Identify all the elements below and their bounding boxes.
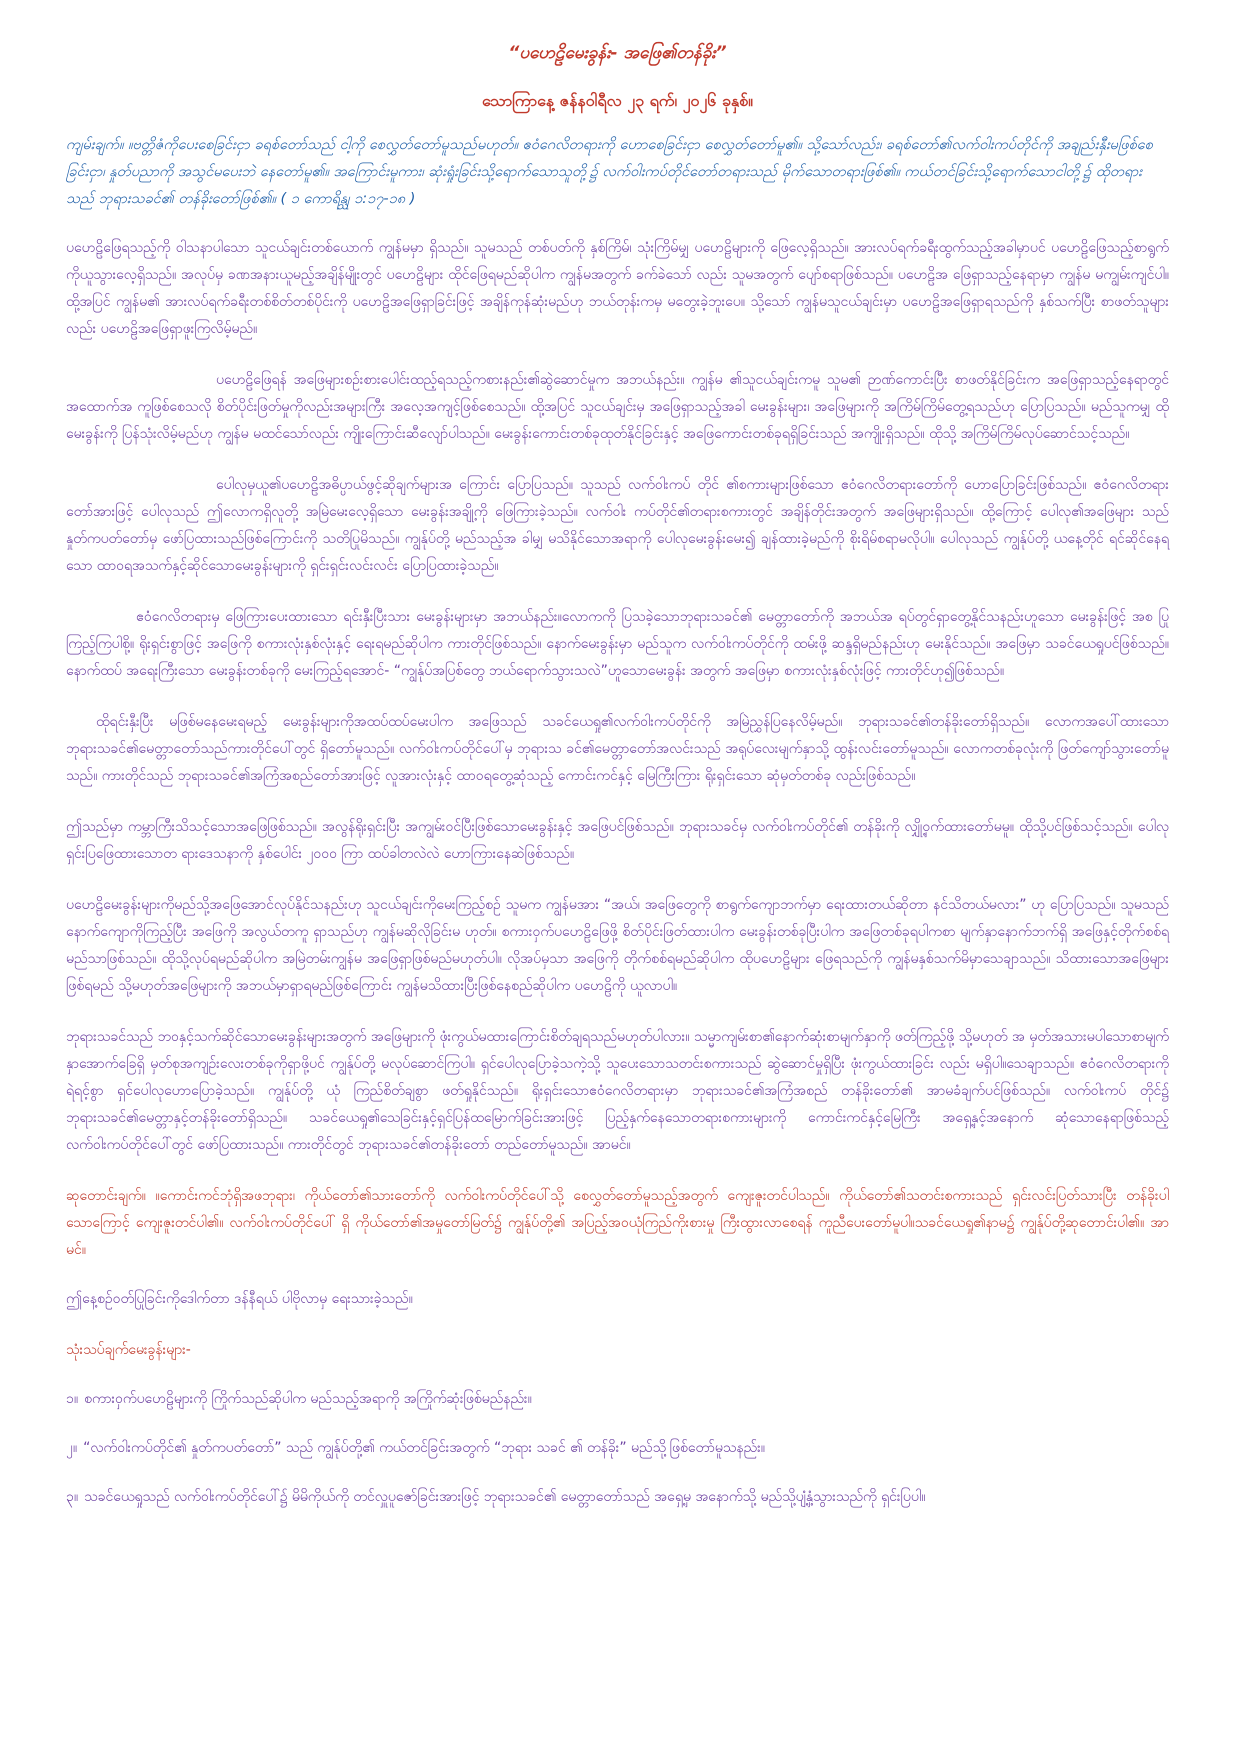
paragraph-8: ဘုရားသခင်သည် ဘဝနှင့်သက်ဆိုင်သောမေးခွန်းများအတွက် အဖြေများကို ဖုံးကွယ်မထားကြောင်းစိတ်ချရသည်မဟုတ်ပါလား။ သမ္မာကျမ်းစာ၏နောက်ဆုံးစာမျက်နှာကို ဖတ်ကြည့်ဖို့ သို့မဟုတ် အ မှတ်အသားမပါသောစာမျက် နှာအောက်ခြေရှိ မှတ်စုအကျဉ်းလေးတစ်ခုကိုရှာဖို့ပင် ကျွန်ုပ်တို့ မလုပ်ဆောင်ကြပါ။ ရှင်ပေါလုပြောခဲ့သကဲ့သို့ သူပေးသောသတင်းစကားသည် ဆွဲဆောင်မှုရှိပြီး ဖုံးကွယ်ထားခြင်း လည်း မရှိပါ။သေချာသည်။ ဧဝံဂေလိတရားကို ရဲရင့်စွာ ရှင်ပေါလုဟောပြောခဲ့သည်။ ကျွန်ုပ်တို့ ယုံ ကြည်စိတ်ချစွာ ဖတ်ရှုနိုင်သည်။ ရိုးရှင်းသောဧဝံဂေလိတရားမှာ ဘုရားသခင်၏အကြံအစည် တန်ခိုးတော်၏ အာမခံချက်ပင်ဖြစ်သည်။ လက်ဝါးကပ် တိုင်၌ ဘုရားသခင်၏မေတ္တာနှင့်တန်ခိုးတော်ရှိသည်။ သခင်ယေရှု၏သေခြင်းနှင့်ရှင်ပြန်ထမြောက်ခြင်းအားဖြင့် ပြည့်နှက်နေသောတရားစကားများကို ကောင်းကင်နှင့်မြေကြီး အရှေ့နှင့်အနောက် ဆုံသောနေရာဖြစ်သည့် လက်ဝါးကပ်တိုင်ပေါ်တွင် ဖော်ပြထားသည်။ ကားတိုင်တွင် ဘုရားသခင်၏တန်ခိုးတော် တည်တော်မူသည်။ အာမင်။ [66,1029,1169,1153]
paragraph-6: ဤသည်မှာ ကမ္ဘာကြီးသိသင့်သောအဖြေဖြစ်သည်။ အလွန်ရိုးရှင်းပြီး အကျွမ်းဝင်ပြီးဖြစ်သောမေးခွန်းနှင့် အဖြေပင်ဖြစ်သည်။ ဘုရားသခင်မှ လက်ဝါးကပ်တိုင်၏ တန်ခိုးကို လျှို့ဝှက်ထားတော်မမူ။ ထိုသို့ပင်ဖြစ်သင့်သည်။ ပေါလု ရှင်းပြဖြေထားသောတ ရားဒေသနာကို နှစ်ပေါင်း ၂၀၀၀ ကြာ ထပ်ခါတလဲလဲ ဟောကြားနေဆဲဖြစ်သည်။ [66,819,1169,862]
question-number: ၂။ [66,1440,78,1456]
question-text: စကားဝှက်ပဟေဠိများကို ကြိုက်သည်ဆိုပါက မည်သည့်အရာကို အကြိုက်ဆုံးဖြစ်မည်နည်း။ [84,1391,532,1407]
paragraph-3: ပေါလုမှယူ၏ပဟေဠိအဓိပ္ပာယ်ဖွင့်ဆိုချက်များအ ကြောင်း ပြောပြသည်။ သူသည် လက်ဝါးကပ် တိုင် ၏စကားများဖြစ်သော ဧဝံဂေလိတရားတော်ကို ဟောပြောခြင်းဖြစ်သည်။ ဧဝံဂေလိတရားတော်အားဖြင့် ပေါလုသည် ဤလောကရှိလူတို့ အမြဲမေးလေ့ရှိသော မေးခွန်းအချို့ကို ဖြေကြားခဲ့သည်။ လက်ဝါး ကပ်တိုင်၏တရားစကားတွင် အချိန်တိုင်းအတွက် အဖြေများရှိသည်။ ထို့ကြောင့် ပေါလု၏အဖြေများ သည် နှုတ်ကပတ်တော်မှ ဖော်ပြထားသည်ဖြစ်ကြောင်းကို သတိပြုမိသည်။ ကျွန်ုပ်တို့ မည်သည့်အ ခါမျှ မသိနိုင်သောအရာကို ပေါလုမေးခွန်းမေး၍ ချန်ထားခဲ့မည်ကို စိုးရိမ်စရာမလိုပါ။ ပေါလုသည် ကျွန်ုပ်တို့ ယနေ့တိုင် ရင်ဆိုင်နေရသော ထာဝရအသက်နှင့်ဆိုင်သောမေးခွန်းများကို ရှင်းရှင်းလင်းလင်း ပြောပြထားခဲ့သည်။ [66,477,1169,574]
questions-heading: သုံးသပ်ချက်မေးခွန်းများ- [66,1342,191,1358]
paragraph-2: ပဟေဠိဖြေရန် အဖြေများစဉ်းစားပေါင်းထည့်ရသည့်ကစားနည်း၏ဆွဲဆောင်မှုက အဘယ်နည်း။ ကျွန်မ ၏သူငယ်ချင်းကမူ သူမ၏ ဉာဏ်ကောင်းပြီး စာဖတ်နိုင်ခြင်းက အဖြေရှာသည့်နေရာတွင် အထောက်အ ကူဖြစ်စေသလို စိတ်ပိုင်းဖြတ်မှုကိုလည်းအများကြီး အလေ့အကျင့်ဖြစ်စေသည်။ ထို့အပြင် သူငယ်ချင်းမှ အဖြေရှာသည့်အခါ မေးခွန်းများ၊ အဖြေများကို အကြိမ်ကြိမ်တွေ့ရသည်ဟု ပြောပြသည်။ မည်သူကမျှ ထိုမေးခွန်းကို ပြန်သုံးလိမ့်မည်ဟု ကျွန်မ မထင်သော်လည်း ကျိုးကြောင်းဆီလျော်ပါသည်။ မေးခွန်းကောင်းတစ်ခုထုတ်နိုင်ခြင်းနှင့် အဖြေကောင်းတစ်ခုရရှိခြင်းသည် အကျိုးရှိသည်။ ထိုသို့ အကြိမ်ကြိမ်လုပ်ဆောင်သင့်သည်။ [66,372,1169,442]
document-date: သောကြာနေ့ ဇန်နဝါရီလ ၂၃ ရက်၊ ၂၀၂၆ ခုနှစ်။ [482,91,753,110]
question-text: “လက်ဝါးကပ်တိုင်၏ နှုတ်ကပတ်တော်” သည် ကျွန်ုပ်တို့၏ ကယ်တင်ခြင်းအတွက် “ဘုရား သခင် ၏ တန်ခိုး” မည်သို့ဖြစ်တော်မူသနည်း။ [83,1440,765,1456]
document-title: “ပဟေဠိမေးခွန်း- အဖြေ၏တန်ခိုး” [508,43,727,63]
question-number: ၃။ [66,1489,79,1505]
paragraph-7: ပဟေဠိမေးခွန်းများကိုမည်သို့အဖြေအောင်လုပ်နိုင်သနည်းဟု သူငယ်ချင်းကိုမေးကြည့်စဉ် သူမက ကျွန်မအား “အယ်၊ အဖြေတွေကို စာရွက်ကျောဘက်မှာ ရေးထားတယ်ဆိုတာ နင်သိတယ်မလား” ဟု ပြောပြသည်။ သူမသည် နောက်ကျောကိုကြည့်ပြီး အဖြေကို အလွယ်တကူ ရှာသည်ဟု ကျွန်မဆိုလိုခြင်းမ ဟုတ်။ စကားဝှက်ပဟေဠိဖြေဖို့ စိတ်ပိုင်းဖြတ်ထားပါက မေးခွန်းတစ်ခုပြီးပါက အဖြေတစ်ခုရပါကစာ မျက်နှာနောက်ဘက်ရှိ အဖြေနှင့်တိုက်စစ်ရမည်သာဖြစ်သည်။ ထိုသို့လုပ်ရမည်ဆိုပါက အမြဲတမ်းကျွန်မ အဖြေရှာဖြစ်မည်မဟုတ်ပါ။ လိုအပ်မှသာ အဖြေကို တိုက်စစ်ရမည်ဆိုပါက ထိုပဟေဠိများ ဖြေရသည်ကို ကျွန်မနှစ်သက်မိမှာသေချာသည်။ သိထားသောအဖြေများဖြစ်ရမည် သို့မဟုတ်အဖြေများကို အဘယ်မှာရှာရမည်ဖြစ်ကြောင်း ကျွန်မသိထားပြီးဖြစ်နေစည်ဆိုပါက ပဟေဠိကို ယူလာပါ။ [66,897,1169,994]
scripture-verse: ကျမ်းချက်။ ။ဗတ္တိဇံကိုပေးစေခြင်းငှာ ခရစ်တော်သည် ငါ့ကို စေလွှတ်တော်မူသည်မဟုတ်။ ဧဝံဂေလိတရားကို ဟောစေခြင်းငှာ စေလွှတ်တော်မူ၏။ သို့သော်လည်း၊ ခရစ်တော်၏လက်ဝါးကပ်တိုင်ကို အချည်းနှီးမဖြစ်စေခြင်းငှာ၊ နှုတ်ပညာကို အသွင်မပေးဘဲ နေတော်မူ၏။ အကြောင်းမူကား၊ ဆုံးရှုံးခြင်းသို့ရောက်သောသူတို့၌ လက်ဝါးကပ်တိုင်တော်တရားသည် မိုက်သောတရားဖြစ်၏။ ကယ်တင်ခြင်းသို့ရောက်သောငါတို့၌ ထိုတရားသည် ဘုရားသခင်၏ တန်ခိုးတော်ဖြစ်၏။ ( ၁ ကောရိန္သု ၁:၁၇-၁၈ ) [66,137,1153,207]
question-item [66,1386,1169,1413]
prayer: ဆုတောင်းချက်။ ။ကောင်းကင်ဘုံရှိအဖဘုရား၊ ကိုယ်တော်၏သားတော်ကို လက်ဝါးကပ်တိုင်ပေါ်သို့ စေလွှတ်တော်မူသည့်အတွက် ကျေးဇူးတင်ပါသည်။ ကိုယ်တော်၏သတင်းစကားသည် ရှင်းလင်းပြတ်သားပြီး တန်ခိုးပါသောကြောင့် ကျေးဇူးတင်ပါ၏။ လက်ဝါးကပ်တိုင်ပေါ် ရှိ ကိုယ်တော်၏အမှုတော်မြတ်၌ ကျွန်ုပ်တို့၏ အပြည့်အဝယုံကြည်ကိုးစားမှု ကြီးထွားလာစေရန် ကူညီပေးတော်မူပါ။သခင်ယေရှု၏နာမ၌ ကျွန်ုပ်တို့ဆုတောင်းပါ၏။ အာမင်။ [66,1188,1169,1258]
question-item [66,1484,1169,1511]
question-number: ၁။ [66,1391,79,1407]
question-item [66,1435,1169,1462]
author-credit: ဤနေ့စဉ်ဝတ်ပြုခြင်းကိုဒေါက်တာ ဒန်နီရယ် ပါဗိုလာမှ ရေးသားခဲ့သည်။ [66,1291,413,1307]
paragraph-1: ပဟေဠိဖြေရသည့်ကို ဝါသနာပါသော သူငယ်ချင်းတစ်ယောက် ကျွန်မမှာ ရှိသည်။ သူမသည် တစ်ပတ်ကို နှစ်ကြိမ်၊ သုံးကြိမ်မျှ ပဟေဠိများကို ဖြေလေ့ရှိသည်။ အားလပ်ရက်ခရီးထွက်သည့်အခါမှာပင် ပဟေဠိဖြေသည့်စာရွက်ကိုယူသွားလေ့ရှိသည်။ အလုပ်မှ ခဏအနားယူမည့်အချိန်မျိုးတွင် ပဟေဠိများ ထိုင်ဖြေရမည်ဆိုပါက ကျွန်မအတွက် ခက်ခဲသော် လည်း သူမအတွက် ပျော်စရာဖြစ်သည်။ ပဟေဠိအ ဖြေရှာသည့်နေရာမှာ ကျွန်မ မကျွမ်းကျင်ပါ။ ထို့အပြင် ကျွန်မ၏ အားလပ်ရက်ခရီးတစ်စိတ်တစ်ပိုင်းကို ပဟေဠိအဖြေရှာခြင်းဖြင့် အချိန်ကုန်ဆုံးမည်ဟု ဘယ်တုန်းကမှ မတွေးခဲ့ဘူးပေ။ သို့သော် ကျွန်မသူငယ်ချင်းမှာ ပဟေဠိအဖြေရှာရသည်ကို နှစ်သက်ပြီး စာဖတ်သူများလည်း ပဟေဠိအဖြေရှာဖူးကြလိမ့်မည်။ [66,240,1169,337]
paragraph-4: ဧဝံဂေလိတရားမှ ဖြေကြားပေးထားသော ရင်းနှီးပြီးသား မေးခွန်းများမှာ အဘယ်နည်း။လောကကို ပြသခဲ့သောဘုရားသခင်၏ မေတ္တာတော်ကို အဘယ်အ ရပ်တွင်ရှာတွေ့နိုင်သနည်းဟူသော မေးခွန်းဖြင့် အစ ပြုကြည့်ကြပါစို့။ ရိုးရှင်းစွာဖြင့် အဖြေကို စကားလုံးနှစ်လုံးနှင့် ရေးရမည်ဆိုပါက ကားတိုင်ဖြစ်သည်။ နောက်မေးခွန်းမှာ မည်သူက လက်ဝါးကပ်တိုင်ကို ထမ်းဖို့ ဆန္ဒရှိမည်နည်းဟု မေးနိုင်သည်။ အဖြေမှာ သခင်ယေရှုပင်ဖြစ်သည်။ နောက်ထပ် အရေးကြီးသော မေးခွန်းတစ်ခုကို မေးကြည့်ရအောင်- “ကျွန်ုပ်အပြစ်တွေ ဘယ်ရောက်သွားသလဲ”ဟူသောမေးခွန်း အတွက် အဖြေမှာ စကားလုံးနှစ်လုံးဖြင့် ကားတိုင်ဟု၍ဖြစ်သည်။ [66,609,1169,679]
question-text: သခင်ယေရှုသည် လက်ဝါးကပ်တိုင်ပေါ်၌ မိမိကိုယ်ကို တင်လှူပူဇော်ခြင်းအားဖြင့် ဘုရားသခင်၏ မေတ္တာတော်သည် အရှေ့မှ အနောက်သို့ မည်သို့ပျံ့နှံ့သွားသည်ကို ရှင်းပြပါ။ [84,1489,926,1505]
paragraph-5: ထိုရင်းနှီးပြီး မဖြစ်မနေမေးရမည့် မေးခွန်းများကိုအထပ်ထပ်မေးပါက အဖြေသည် သခင်ယေရှု၏လက်ဝါးကပ်တိုင်ကို အမြဲညွှန်ပြနေလိမ့်မည်။ ဘုရားသခင်၏တန်ခိုးတော်ရှိသည်။ လောကအပေါ်ထားသော ဘုရားသခင်၏မေတ္တာတော်သည်ကားတိုင်ပေါ်တွင် ရှိတော်မူသည်။ လက်ဝါးကပ်တိုင်ပေါ်မှ ဘုရားသ ခင်၏မေတ္တာတော်အလင်းသည် အရုပ်လေးမျက်နှာသို့ ထွန်းလင်းတော်မူသည်။ လောကတစ်ခုလုံးကို ဖြတ်ကျော်သွားတော်မူသည်။ ကားတိုင်သည် ဘုရားသခင်၏အကြံအစည်တော်အားဖြင့် လူအားလုံးနှင့် ထာဝရတွေ့ဆုံသည့် ကောင်းကင်နှင့် မြေကြီးကြား ရိုးရှင်းသော ဆုံမှတ်တစ်ခု လည်းဖြစ်သည်။ [66,714,1169,784]
